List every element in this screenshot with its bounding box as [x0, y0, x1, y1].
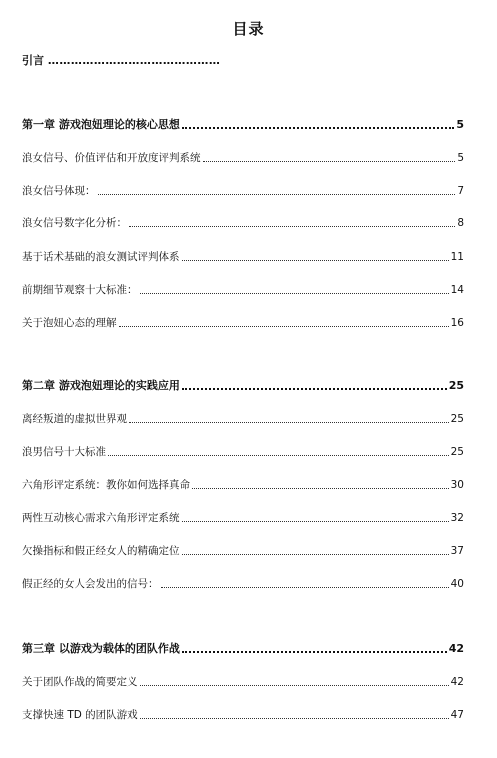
toc-chapter-1[interactable]	[22, 116, 464, 132]
toc-leader	[119, 326, 449, 327]
toc-entry-label: 引言	[22, 54, 44, 67]
toc-item[interactable]	[22, 248, 464, 264]
toc-entry-label: 假正经的女人会发出的信号：	[22, 578, 159, 590]
toc-entry-label: 欠操指标和假正经女人的精确定位	[22, 545, 180, 557]
toc-entry-label: 六角形评定系统：教你如何选择真命	[22, 479, 190, 491]
toc-page-number: 7	[457, 185, 464, 197]
toc-entry-label: 前期细节观察十大标准：	[22, 284, 138, 296]
toc-item[interactable]	[22, 443, 464, 459]
toc-leader	[140, 685, 449, 686]
toc-page-number: 25	[448, 379, 464, 392]
toc-leader	[182, 127, 455, 129]
toc-entry-label: 第三章 以游戏为载体的团队作战	[22, 642, 180, 655]
toc-item[interactable]	[22, 214, 464, 230]
toc-entry-label: 基于话术基础的浪女测试评判体系	[22, 251, 180, 263]
toc-title: 目录	[232, 20, 265, 38]
toc-leader	[161, 587, 449, 588]
toc-item[interactable]	[22, 542, 464, 558]
toc-entry-label: 浪女信号体现：	[22, 185, 96, 197]
toc-entry-label: 支撑快速 TD 的团队游戏	[22, 709, 138, 721]
toc-page-number: 14	[450, 284, 464, 296]
toc-leader	[182, 388, 447, 390]
toc-entry-label: 关于团队作战的简要定义	[22, 676, 138, 688]
toc-leader: ………………………………………	[47, 54, 221, 67]
toc-leader	[129, 226, 455, 227]
toc-entry-label: 浪女信号数字化分析：	[22, 217, 127, 229]
toc-item[interactable]	[22, 509, 464, 525]
toc-chapter-2[interactable]	[22, 377, 464, 393]
toc-item[interactable]	[22, 182, 464, 198]
toc-item[interactable]	[22, 673, 464, 689]
toc-leader	[98, 194, 456, 195]
toc-page-number: 5	[456, 118, 464, 131]
toc-item[interactable]	[22, 575, 464, 591]
toc-page-number: 42	[450, 676, 464, 688]
toc-leader	[182, 260, 449, 261]
toc-leader	[182, 651, 447, 653]
toc-page-number: 5	[457, 152, 464, 164]
toc-leader	[182, 554, 449, 555]
toc-entry-label: 浪男信号十大标准	[22, 446, 106, 458]
toc-page-number: 30	[450, 479, 464, 491]
toc-entry-label: 第一章 游戏泡妞理论的核心思想	[22, 118, 180, 131]
toc-page-number: 37	[450, 545, 464, 557]
toc-entry-label: 第二章 游戏泡妞理论的实践应用	[22, 379, 180, 392]
toc-item[interactable]	[22, 476, 464, 492]
toc-entry-label: 两性互动核心需求六角形评定系统	[22, 512, 180, 524]
toc-entry-intro[interactable]	[22, 52, 267, 68]
toc-page-number: 16	[450, 317, 464, 329]
toc-item[interactable]	[22, 149, 464, 165]
toc-leader	[108, 455, 449, 456]
toc-entry-label: 浪女信号、价值评估和开放度评判系统	[22, 152, 201, 164]
toc-item[interactable]	[22, 706, 464, 722]
toc-page-number: 40	[450, 578, 464, 590]
toc-leader	[203, 161, 456, 162]
toc-item[interactable]	[22, 314, 464, 330]
toc-page-number: 25	[450, 446, 464, 458]
toc-page-number: 42	[448, 642, 464, 655]
toc-leader	[140, 718, 449, 719]
toc-chapter-3[interactable]	[22, 640, 464, 656]
toc-page-number: 11	[450, 251, 464, 263]
toc-item[interactable]	[22, 281, 464, 297]
toc-leader	[140, 293, 449, 294]
toc-entry-label: 关于泡妞心态的理解	[22, 317, 117, 329]
toc-page-number: 8	[457, 217, 464, 229]
toc-entry-label: 离经叛道的虚拟世界观	[22, 413, 127, 425]
toc-page-number: 25	[450, 413, 464, 425]
toc-page-number: 32	[450, 512, 464, 524]
toc-leader	[192, 488, 449, 489]
toc-leader	[129, 422, 449, 423]
toc-item[interactable]	[22, 410, 464, 426]
toc-leader	[182, 521, 449, 522]
toc-page-number: 47	[450, 709, 464, 721]
